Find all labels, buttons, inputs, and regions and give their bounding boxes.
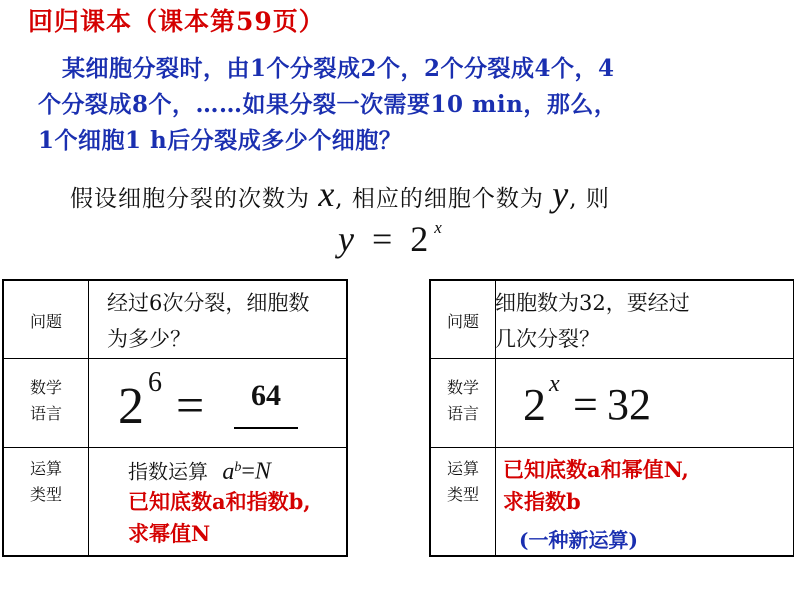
variable-x: x (318, 174, 336, 214)
left-row-question (4, 281, 346, 359)
left-row-math (4, 359, 346, 448)
left-math-exponent: 6 (148, 367, 162, 398)
left-red-line-2: 求幂值N (128, 521, 211, 546)
right-math-rhs: 32 (607, 380, 651, 429)
problem-line-1: 某细胞分裂时，由1个分裂成2个，2个分裂成4个，4 (62, 55, 615, 82)
right-math-equals: = (573, 380, 598, 429)
right-red-line-2: 求指数b (503, 489, 581, 514)
main-formula (338, 218, 442, 260)
assumption-part-1: 假设细胞分裂的次数为 (70, 186, 310, 212)
formula-lhs: y (338, 219, 354, 259)
left-op-a: a (222, 458, 235, 485)
right-blue-note: (一种新运算) (519, 528, 638, 552)
left-label-math-1: 数学 (29, 378, 62, 397)
right-label-question: 问题 (446, 312, 479, 331)
left-question-line-2: 为多少？ (107, 327, 191, 351)
formula-base: 2 (410, 219, 429, 259)
right-label-math-1: 数学 (446, 378, 479, 397)
left-op-eq: = (241, 458, 255, 485)
assumption-part-2: , 相应的细胞个数为 (335, 186, 544, 212)
left-op-expression (128, 452, 271, 488)
left-op-n: N (254, 458, 271, 485)
right-question-line-2: 几次分裂？ (495, 327, 600, 351)
right-row-math (431, 359, 793, 448)
right-red-line-1: 已知底数a和幂值N, (503, 457, 689, 482)
assumption-sentence (70, 173, 610, 215)
variable-y: y (552, 174, 570, 214)
right-math-base: 2 (523, 379, 546, 430)
left-math-equals: = (176, 377, 205, 433)
left-row-operation (4, 448, 346, 553)
left-label-math-2: 语言 (29, 404, 62, 423)
left-math-answer: 64 (234, 379, 298, 429)
left-label-op-2: 类型 (29, 485, 62, 504)
right-label-op-2: 类型 (446, 485, 479, 504)
right-label-op-1: 运算 (446, 459, 479, 478)
right-row-operation (431, 448, 793, 553)
left-question-line-1: 经过6次分裂，细胞数 (107, 291, 310, 315)
right-question-line-1: 细胞数为32，要经过 (495, 291, 690, 315)
left-op-b: b (234, 460, 242, 475)
left-math-base: 2 (118, 378, 144, 435)
left-red-line-1: 已知底数a和指数b, (128, 489, 311, 514)
right-table (429, 279, 794, 557)
formula-equals: = (371, 219, 393, 259)
right-math-exponent: x (549, 371, 560, 397)
right-row-question (431, 281, 793, 359)
formula-exponent: x (434, 218, 442, 237)
page-title: 回归课本（课本第59页） (28, 7, 325, 36)
left-label-op-1: 运算 (29, 459, 62, 478)
problem-line-2: 个分裂成8个，……如果分裂一次需要10 min，那么， (38, 91, 618, 118)
left-table (2, 279, 348, 557)
right-label-math-2: 语言 (446, 404, 479, 423)
left-label-question: 问题 (29, 312, 62, 331)
problem-line-3: 1个细胞1 h后分裂成多少个细胞？ (38, 127, 403, 154)
left-op-name: 指数运算 (128, 459, 208, 484)
assumption-part-3: , 则 (569, 186, 610, 212)
